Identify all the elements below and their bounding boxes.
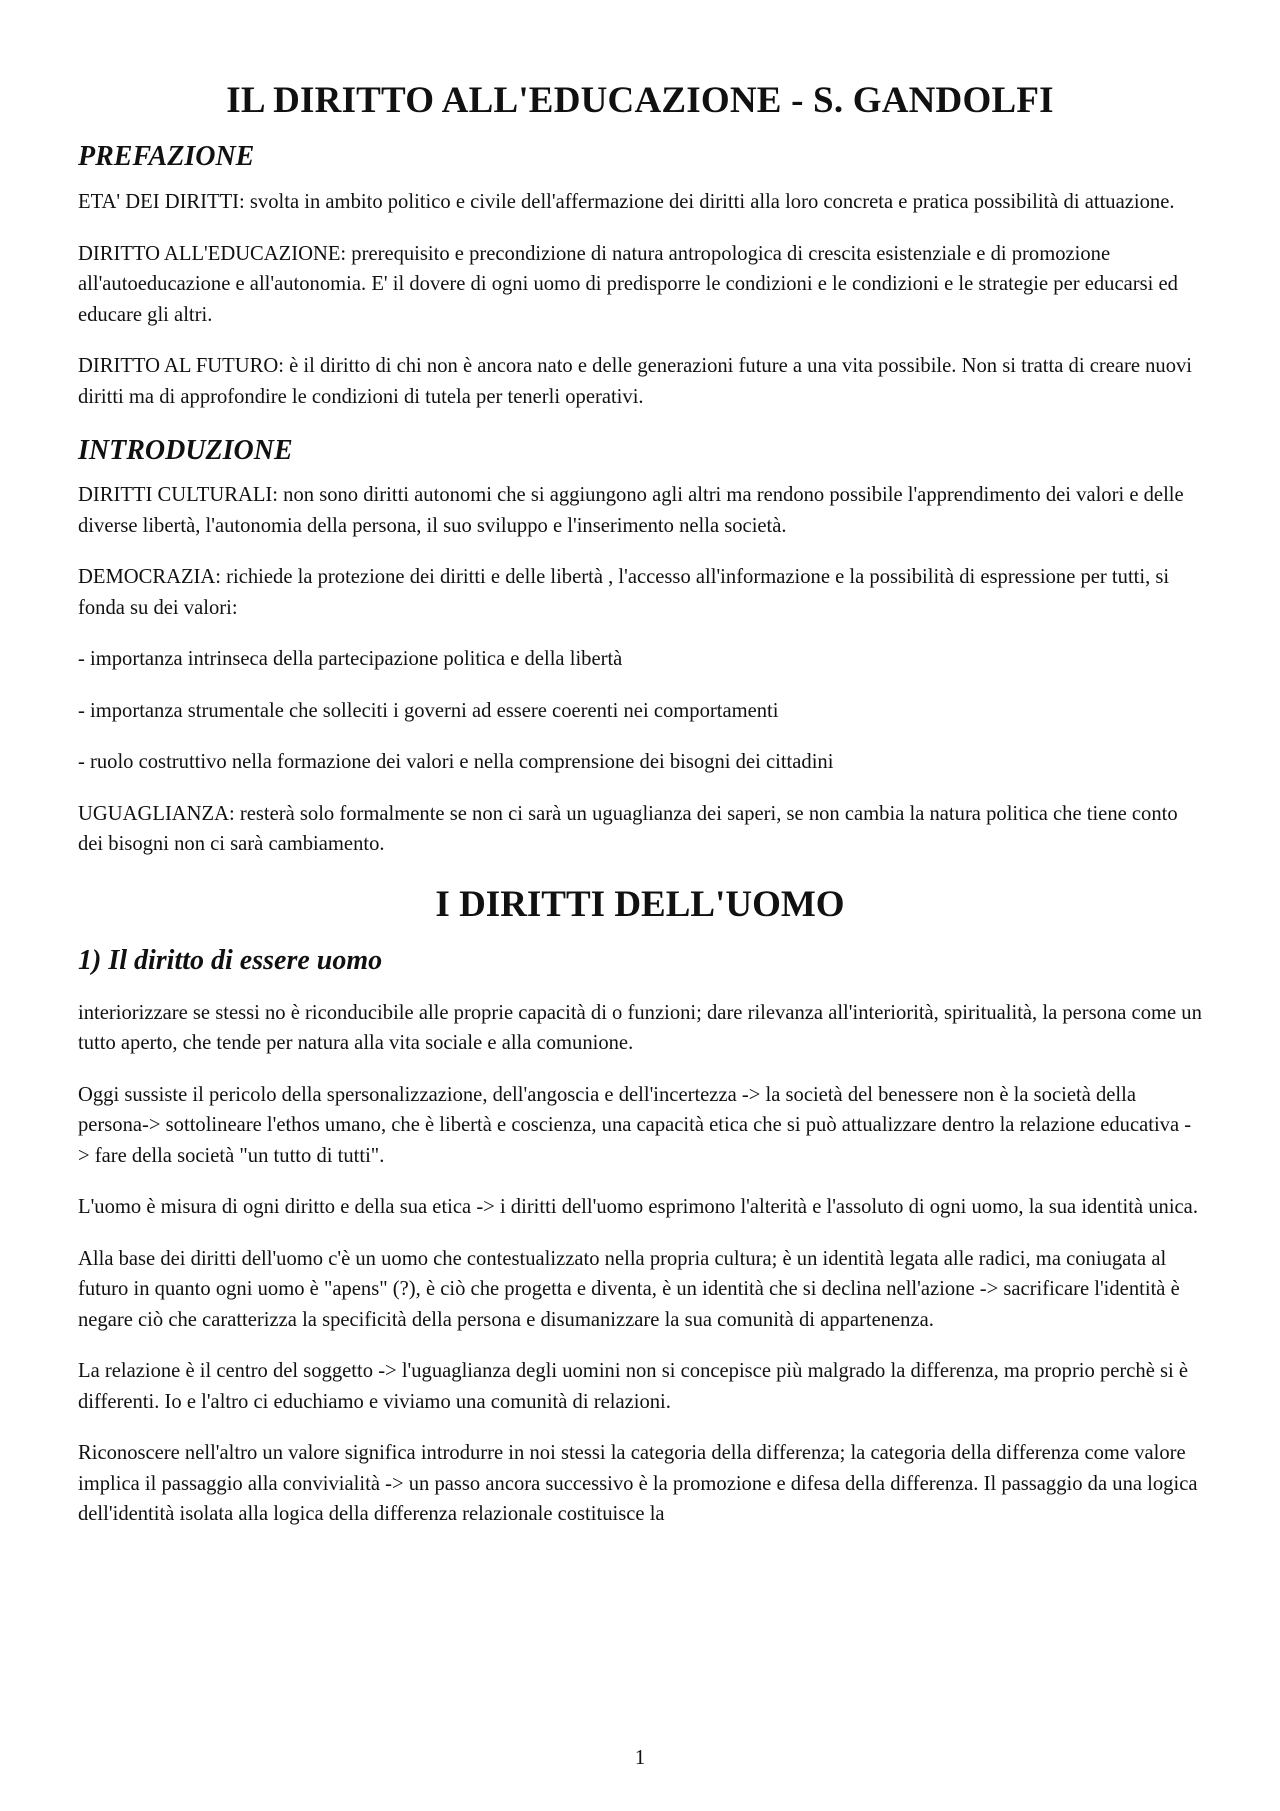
paragraph-diritto-futuro: DIRITTO AL FUTURO: è il diritto di chi non è ancora nato e delle generazioni future a una vita possibile. Non si tratta di creare nuovi diritti ma di approfondire le condizioni di tutela per tenerli operativi. xyxy=(78,355,1193,408)
list-item-importanza-strumentale: - importanza strumentale che solleciti i governi ad essere coerenti nei comportamenti xyxy=(78,699,779,722)
page-number: 1 xyxy=(634,1745,646,1769)
paragraph-democrazia: DEMOCRAZIA: richiede la protezione dei diritti e delle libertà , l'accesso all'informazione e la possibilità di espressione per tutti, si fonda su dei valori: xyxy=(78,566,1170,619)
part-heading-diritti-uomo: I DIRITTI DELL'UOMO xyxy=(435,883,845,925)
subsection-heading-diritto-essere-uomo: 1) Il diritto di essere uomo xyxy=(78,944,383,976)
list-item-importanza-intrinseca: - importanza intrinseca della partecipazione politica e della libertà xyxy=(78,648,623,670)
list-item-ruolo-costruttivo: - ruolo costruttivo nella formazione dei valori e nella comprensione dei bisogni dei cittadini xyxy=(78,751,834,773)
paragraph-diritti-culturali: DIRITTI CULTURALI: non sono diritti autonomi che si aggiungono agli altri ma rendono possibile l'apprendimento dei valori e delle diverse libertà, l'autonomia della persona, il suo sviluppo e l'inserimento nella società. xyxy=(78,484,1184,537)
paragraph-misura-diritto: L'uomo è misura di ogni diritto e della sua etica -> i diritti dell'uomo esprimono l'alterità e l'assoluto di ogni uomo, la sua identità unica. xyxy=(78,1196,1198,1218)
paragraph-relazione: La relazione è il centro del soggetto -> l'uguaglianza degli uomini non si concepisce più malgrado la differenza, ma proprio perchè si è differenti. Io e l'altro ci educhiamo e viviamo una comunità di relazioni. xyxy=(78,1360,1189,1413)
paragraph-differenza: Riconoscere nell'altro un valore significa introdurre in noi stessi la categoria della differenza; la categoria della differenza come valore implica il passaggio alla convivialità -> un passo ancora successivo è la promozione e difesa della differenza. Il passaggio da una logica dell'identità isolata alla logica della differenza relazionale costituisce la xyxy=(78,1442,1198,1525)
paragraph-uguaglianza: UGUAGLIANZA: resterà solo formalmente se non ci sarà un uguaglianza dei saperi, se non cambia la natura politica che tiene conto dei bisogni non ci sarà cambiamento. xyxy=(78,802,1178,855)
document-title: IL DIRITTO ALL'EDUCAZIONE - S. GANDOLFI xyxy=(226,80,1054,121)
section-heading-introduzione: INTRODUZIONE xyxy=(78,435,293,466)
section-heading-prefazione: PREFAZIONE xyxy=(78,141,255,172)
paragraph-identita: Alla base dei diritti dell'uomo c'è un uomo che contestualizzato nella propria cultura; è un identità legata alle radici, ma coniugata al futuro in quanto ogni uomo è "apens" (?), è ciò che progetta e diventa, è un identità che si declina nell'azione -> sacrificare l'identità è negare ciò che caratterizza la specificità della persona e disumanizzare la sua comunità di appartenenza. xyxy=(78,1247,1180,1331)
paragraph-diritto-educazione: DIRITTO ALL'EDUCAZIONE: prerequisito e precondizione di natura antropologica di crescita esistenziale e di promozione all'autoeducazione e all'autonomia. E' il dovere di ogni uomo di predisporre le condizioni e le condizioni e le strategie per educarsi ed educare gli altri. xyxy=(78,242,1178,326)
paragraph-eta-dei-diritti: ETA' DEI DIRITTI: svolta in ambito politico e civile dell'affermazione dei diritti alla loro concreta e pratica possibilità di attuazione. xyxy=(78,191,1175,213)
document-page xyxy=(78,0,1202,1811)
paragraph-spersonalizzazione: Oggi sussiste il pericolo della spersonalizzazione, dell'angoscia e dell'incertezza -> la società del benessere non è la società della persona-> sottolineare l'ethos umano, che è libertà e coscienza, una capacità etica che si può attualizzare dentro la relazione educativa -> fare della società "un tutto di tutti". xyxy=(78,1083,1192,1167)
paragraph-interiorizzare: interiorizzare se stessi no è riconducibile alle proprie capacità di o funzioni; dare rilevanza all'interiorità, spiritualità, la persona come un tutto aperto, che tende per natura alla vita sociale e alla comunione. xyxy=(78,1001,1202,1054)
